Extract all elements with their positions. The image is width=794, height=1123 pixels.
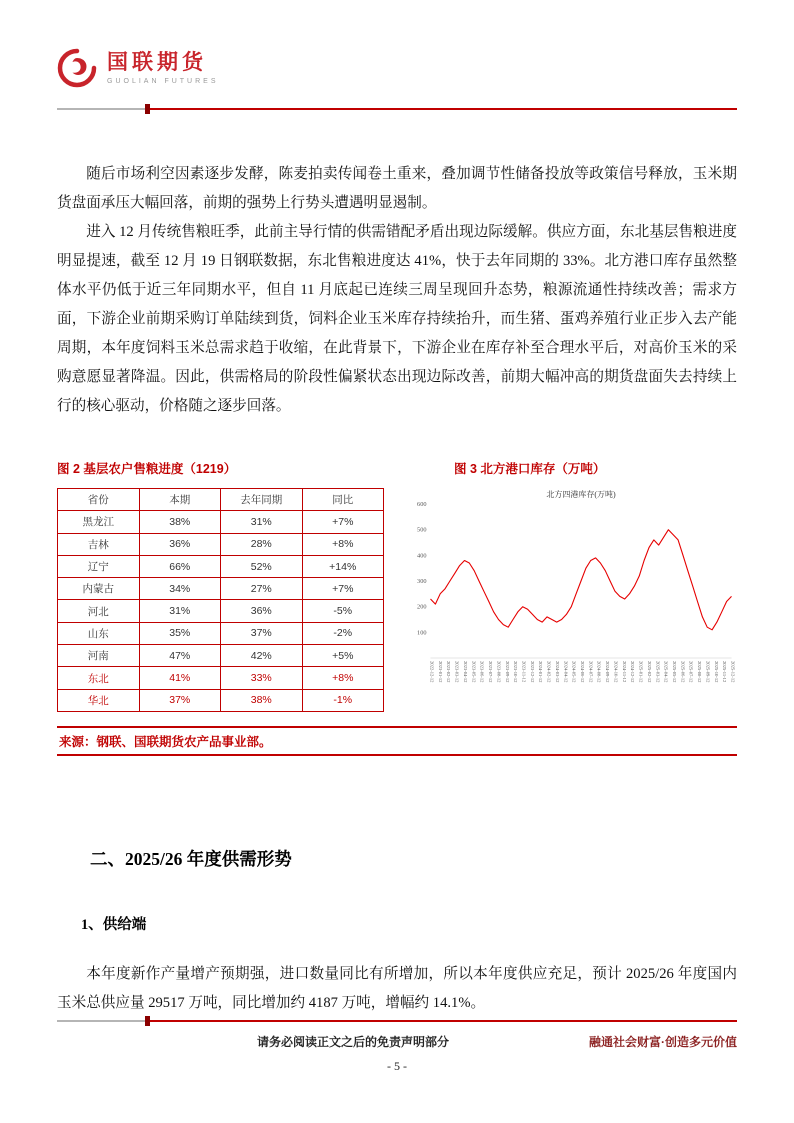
svg-text:2023-01-12: 2023-01-12 — [437, 661, 443, 683]
svg-text:100: 100 — [417, 629, 427, 637]
svg-text:2023-12-12: 2023-12-12 — [529, 661, 535, 683]
body-text — [57, 160, 737, 421]
svg-text:2025-01-12: 2025-01-12 — [638, 661, 644, 683]
svg-text:2024-05-12: 2024-05-12 — [571, 661, 577, 683]
page-number: - 5 - — [387, 1059, 407, 1073]
svg-text:500: 500 — [417, 526, 427, 534]
table-row: 山东 35% 37% -2% — [58, 622, 384, 644]
footer-slogan: 融通社会财富·创造多元价值 — [589, 1035, 737, 1049]
svg-text:北方四港库存(万吨): 北方四港库存(万吨) — [546, 490, 616, 499]
svg-text:2024-08-12: 2024-08-12 — [596, 661, 602, 683]
table-row: 华北 37% 38% -1% — [58, 689, 384, 711]
paragraph-market-bearish: 随后市场利空因素逐步发酵，陈麦拍卖传闻卷土重来，叠加调节性储备投放等政策信号释放，玉米期货盘面承压大幅回落，前期的强势上行势头遭遇明显遏制。 — [57, 166, 737, 211]
svg-text:2024-02-12: 2024-02-12 — [546, 661, 552, 683]
header-rule-red-segment — [150, 108, 737, 110]
logo-subtitle: GUOLIAN FUTURES — [107, 77, 219, 85]
section-heading-supply-demand: 二、2025/26 年度供需形势 — [90, 849, 292, 869]
logo-text — [107, 51, 219, 84]
svg-text:2024-01-12: 2024-01-12 — [538, 661, 544, 683]
svg-text:2024-12-12: 2024-12-12 — [630, 661, 636, 683]
port-inventory-chart — [400, 488, 737, 720]
logo-title: 国联期货 — [107, 51, 207, 75]
col-header-lastyear: 去年同期 — [221, 489, 303, 511]
svg-text:2023-03-12: 2023-03-12 — [454, 661, 460, 683]
svg-text:200: 200 — [417, 603, 427, 611]
table-row: 河北 31% 36% -5% — [58, 600, 384, 622]
svg-text:2023-10-12: 2023-10-12 — [513, 661, 519, 683]
table-header — [58, 489, 384, 511]
svg-text:400: 400 — [417, 552, 427, 560]
svg-text:2022-12-12: 2022-12-12 — [429, 661, 435, 683]
svg-text:2023-05-12: 2023-05-12 — [471, 661, 477, 683]
col-header-current: 本期 — [139, 489, 221, 511]
guolian-logo-icon — [57, 48, 97, 88]
grain-sales-progress-table — [57, 488, 384, 712]
svg-text:2023-09-12: 2023-09-12 — [504, 661, 510, 683]
table-row: 吉林 36% 28% +8% — [58, 533, 384, 555]
table-row: 东北 41% 33% +8% — [58, 667, 384, 689]
table-row: 辽宁 66% 52% +14% — [58, 555, 384, 577]
figure-3-caption: 图 3 北方港口库存（万吨） — [454, 462, 606, 476]
figure-3-block — [400, 459, 737, 720]
footer-rule-red-segment — [150, 1020, 737, 1022]
page-footer — [57, 1016, 737, 1074]
figures-row — [57, 459, 737, 720]
table-row: 内蒙古 34% 27% +7% — [58, 578, 384, 600]
table-row: 河南 47% 42% +5% — [58, 645, 384, 667]
svg-text:2024-03-12: 2024-03-12 — [554, 661, 560, 683]
svg-text:2025-12-12: 2025-12-12 — [730, 661, 736, 683]
svg-text:2024-10-12: 2024-10-12 — [613, 661, 619, 683]
supply-paragraph-block — [57, 960, 737, 1018]
svg-text:2024-04-12: 2024-04-12 — [563, 661, 569, 683]
footer-rule-gray-segment — [57, 1020, 145, 1022]
svg-text:2025-06-12: 2025-06-12 — [680, 661, 686, 683]
figure-2-block — [57, 459, 384, 720]
svg-text:2023-08-12: 2023-08-12 — [496, 661, 502, 683]
grain-sales-table-body — [58, 511, 384, 712]
svg-text:2024-11-12: 2024-11-12 — [621, 661, 627, 683]
svg-text:2023-04-12: 2023-04-12 — [462, 661, 468, 683]
table-row: 黑龙江 38% 31% +7% — [58, 511, 384, 533]
header-rule-gray-segment — [57, 108, 145, 110]
header-rule — [57, 104, 737, 114]
svg-text:2023-02-12: 2023-02-12 — [446, 661, 452, 683]
svg-text:2025-11-12: 2025-11-12 — [722, 661, 728, 683]
svg-text:600: 600 — [417, 501, 427, 508]
footer-rule — [57, 1016, 737, 1026]
source-note: 来源：钢联、国联期货农产品事业部。 — [57, 726, 737, 756]
company-logo — [57, 48, 737, 88]
paragraph-supply-forecast: 本年度新作产量增产预期强，进口数量同比有所增加，所以本年度供应充足，预计 2025/26 年度国内玉米总供应量 29517 万吨，同比增加约 4187 万吨，增幅约 14.1%。 — [57, 966, 737, 1011]
footer-disclaimer: 请务必阅读正文之后的免责声明部分 — [257, 1035, 450, 1049]
svg-text:2025-05-12: 2025-05-12 — [672, 661, 677, 683]
figure-2-caption: 图 2 基层农户售粮进度（1219） — [57, 462, 237, 476]
svg-text:2025-04-12: 2025-04-12 — [663, 661, 669, 683]
svg-text:300: 300 — [417, 578, 427, 585]
svg-text:2025-09-12: 2025-09-12 — [705, 661, 711, 683]
svg-text:2024-07-12: 2024-07-12 — [588, 661, 594, 683]
col-header-province: 省份 — [58, 489, 140, 511]
svg-text:2025-02-12: 2025-02-12 — [646, 661, 652, 683]
svg-text:2025-08-12: 2025-08-12 — [697, 661, 703, 683]
paragraph-december-season: 进入 12 月传统售粮旺季，此前主导行情的供需错配矛盾出现边际缓解。供应方面，东北基层售粮进度明显提速，截至 12 月 19 日钢联数据，东北售粮进度达 41%，快于去年同期的 33%。北方港口库存虽然整体水平仍低于近三年同期水平，但自 11 月底起已连续三周呈现回升态势，粮源流通性持续改善；需求方面，下游企业前期采购订单陆续到货，饲料企业玉米库存持续抬升，而生猪、蛋鸡养殖行业正步入去产能周期，本年度饲料玉米总需求趋于收缩，在此背景下，下游企业在库存补至合理水平后，对高价玉米的采购意愿显著降温。因此，供需格局的阶段性偏紧状态出现边际改善，前期大幅冲高的期货盘面失去持续上行的核心驱动，价格随之逐步回落。 — [57, 224, 737, 414]
svg-text:2024-06-12: 2024-06-12 — [580, 661, 585, 683]
svg-text:2025-10-12: 2025-10-12 — [713, 661, 719, 683]
svg-text:2023-06-12: 2023-06-12 — [479, 661, 485, 683]
svg-text:2025-07-12: 2025-07-12 — [688, 661, 694, 683]
svg-text:2024-09-12: 2024-09-12 — [605, 661, 611, 683]
col-header-yoy: 同比 — [302, 489, 384, 511]
page-header — [0, 0, 794, 114]
svg-text:2023-07-12: 2023-07-12 — [488, 661, 493, 683]
svg-text:2023-11-12: 2023-11-12 — [521, 661, 527, 683]
svg-text:2025-03-12: 2025-03-12 — [655, 661, 661, 683]
subsection-heading-supply-side: 1、供给端 — [81, 917, 147, 933]
